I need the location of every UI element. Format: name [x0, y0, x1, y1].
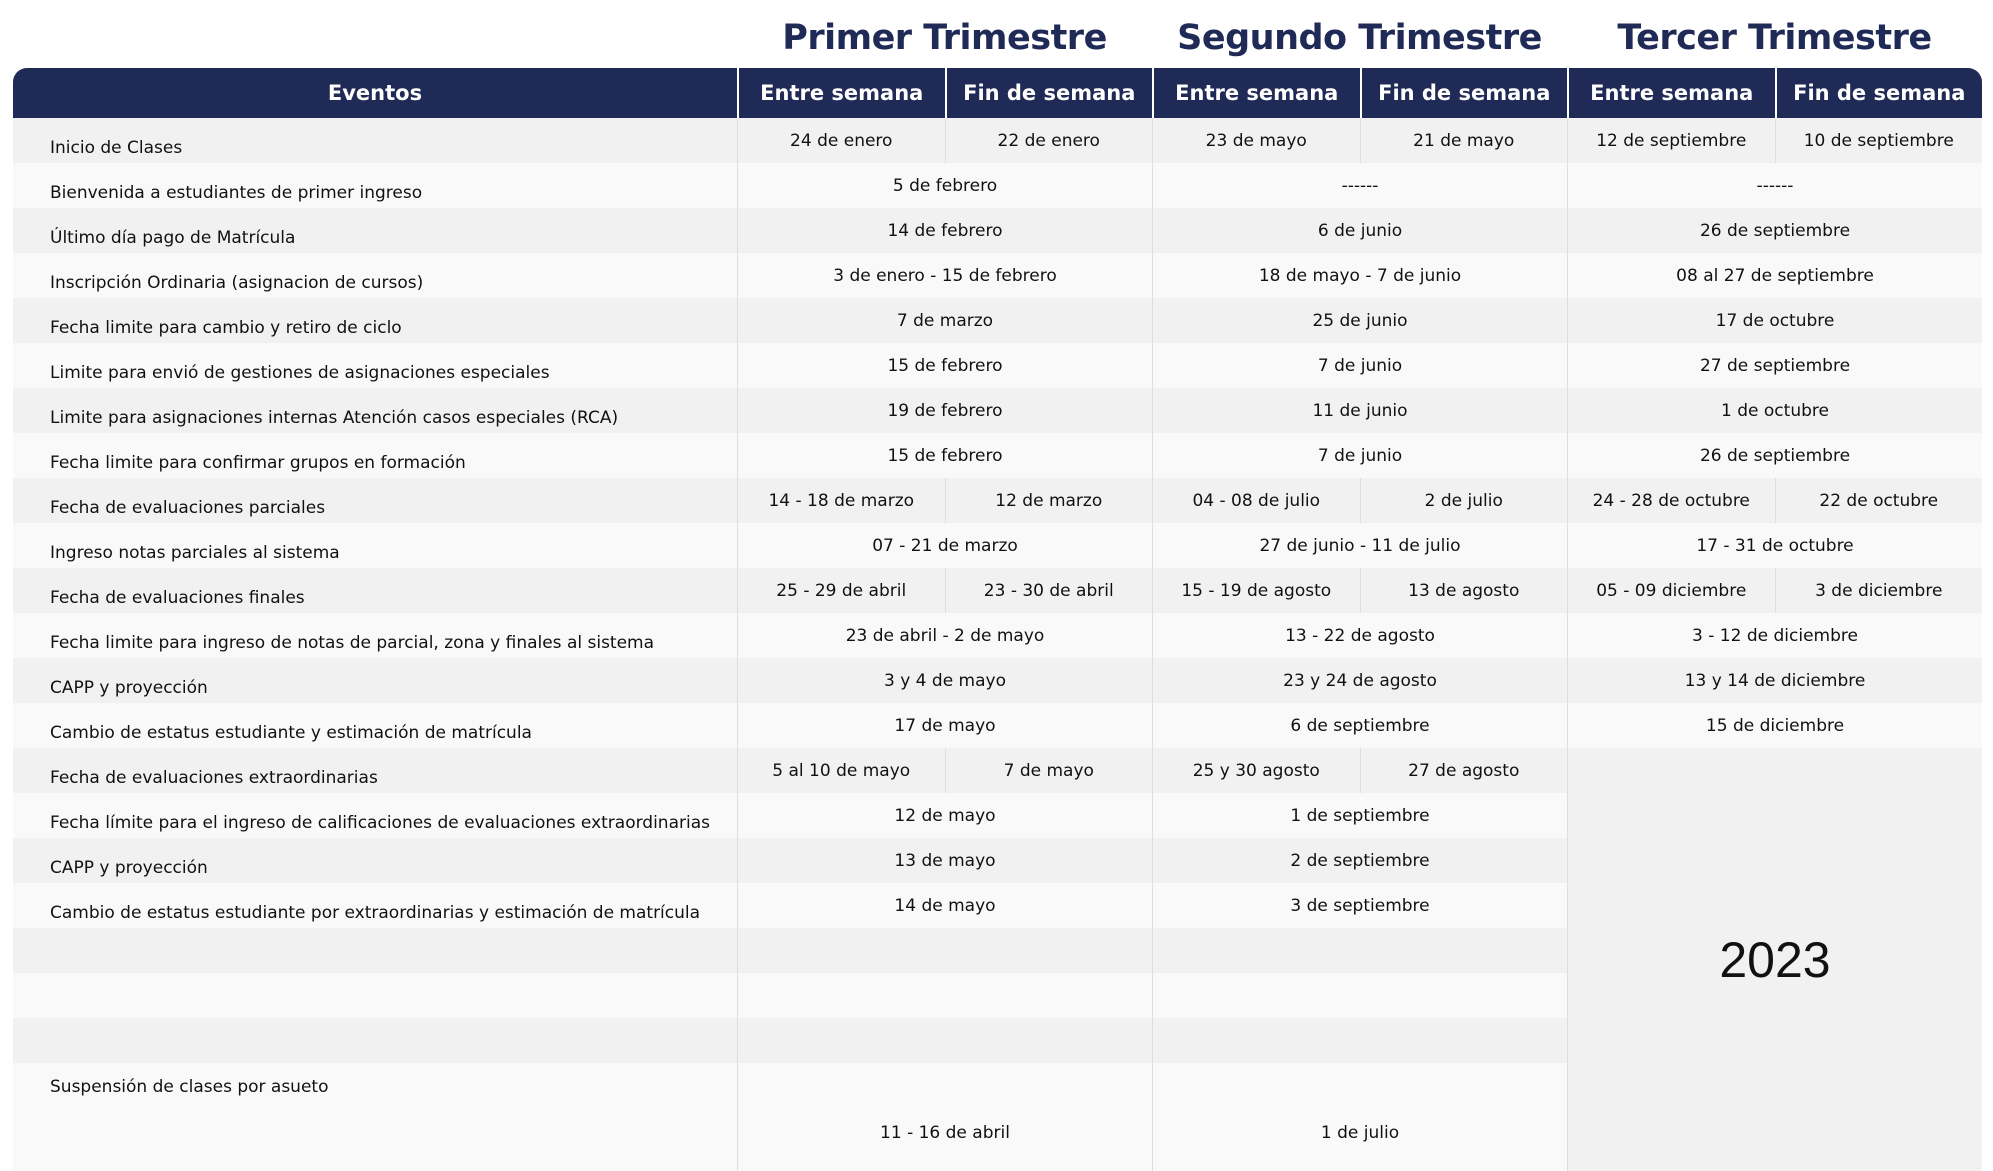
event-label: Fecha de evaluaciones extraordinarias: [13, 748, 737, 793]
header-t2-weekend: Fin de semana: [1360, 68, 1568, 118]
t2-date: 7 de junio: [1152, 343, 1567, 388]
t3-date: 17 de octubre: [1567, 298, 1982, 343]
event-label: Fecha limite para ingreso de notas de parcial, zona y finales al sistema: [13, 613, 737, 658]
t2-date: [1152, 928, 1567, 973]
table-row: [13, 208, 1982, 253]
t1-date: [737, 1018, 1152, 1063]
header-t1-weekday: Entre semana: [737, 68, 945, 118]
year-label: 2023: [1567, 748, 1982, 1171]
table-row: [13, 388, 1982, 433]
t1-weekday-date: 24 de enero: [737, 118, 945, 163]
t2-date: 23 y 24 de agosto: [1152, 658, 1567, 703]
t1-weekend-date: 7 de mayo: [945, 748, 1153, 793]
t2-weekday-date: 25 y 30 agosto: [1152, 748, 1360, 793]
table-row: [13, 703, 1982, 748]
t3-date: 1 de octubre: [1567, 388, 1982, 433]
table-row: [13, 433, 1982, 478]
table-row: [13, 568, 1982, 613]
t1-weekend-date: 12 de marzo: [945, 478, 1153, 523]
t2-weekday-date: 04 - 08 de julio: [1152, 478, 1360, 523]
t2-date: 25 de junio: [1152, 298, 1567, 343]
event-label: Último día pago de Matrícula: [13, 208, 737, 253]
t2-date: [1152, 1018, 1567, 1063]
t1-weekday-date: 5 al 10 de mayo: [737, 748, 945, 793]
header-t1-weekend: Fin de semana: [945, 68, 1153, 118]
table-row: [13, 748, 1982, 793]
t1-date: 13 de mayo: [737, 838, 1152, 883]
event-label: Fecha de evaluaciones finales: [13, 568, 737, 613]
t2-date: ------: [1152, 163, 1567, 208]
t3-weekend-date: 3 de diciembre: [1775, 568, 1983, 613]
t1-date: 19 de febrero: [737, 388, 1152, 433]
header-events: Eventos: [13, 68, 737, 118]
event-label: Cambio de estatus estudiante por extraordinarias y estimación de matrícula: [13, 883, 737, 928]
event-label: CAPP y proyección: [13, 838, 737, 883]
t2-weekend-date: 21 de mayo: [1360, 118, 1568, 163]
t1-date: 5 de febrero: [737, 163, 1152, 208]
t3-date: ------: [1567, 163, 1982, 208]
t3-weekend-date: 10 de septiembre: [1775, 118, 1983, 163]
event-label: CAPP y proyección: [13, 658, 737, 703]
trimester-title-1: Primer Trimestre: [782, 18, 1107, 58]
t1-date: [737, 928, 1152, 973]
event-label: Ingreso notas parciales al sistema: [13, 523, 737, 568]
event-label: Limite para envió de gestiones de asignaciones especiales: [13, 343, 737, 388]
t1-date: 17 de mayo: [737, 703, 1152, 748]
t1-date: 3 de enero - 15 de febrero: [737, 253, 1152, 298]
table-row: [13, 523, 1982, 568]
event-label: Fecha de evaluaciones parciales: [13, 478, 737, 523]
trimester-title-2: Segundo Trimestre: [1177, 18, 1542, 58]
t2-date: 6 de septiembre: [1152, 703, 1567, 748]
t3-weekend-date: 22 de octubre: [1775, 478, 1983, 523]
t2-weekday-date: 15 - 19 de agosto: [1152, 568, 1360, 613]
t2-date: 6 de junio: [1152, 208, 1567, 253]
t1-date: 11 - 16 de abril: [737, 1063, 1152, 1171]
t1-date: 14 de febrero: [737, 208, 1152, 253]
table-row: [13, 163, 1982, 208]
t3-weekday-date: 12 de septiembre: [1567, 118, 1775, 163]
event-label: Limite para asignaciones internas Atención casos especiales (RCA): [13, 388, 737, 433]
t2-date: 7 de junio: [1152, 433, 1567, 478]
event-label: Fecha limite para confirmar grupos en formación: [13, 433, 737, 478]
t1-date: 12 de mayo: [737, 793, 1152, 838]
t1-date: 07 - 21 de marzo: [737, 523, 1152, 568]
event-label: Suspensión de clases por asueto: [13, 1063, 737, 1171]
t2-date: [1152, 973, 1567, 1018]
table-row: [13, 478, 1982, 523]
t1-weekday-date: 25 - 29 de abril: [737, 568, 945, 613]
t3-weekday-date: 24 - 28 de octubre: [1567, 478, 1775, 523]
t3-date: 3 - 12 de diciembre: [1567, 613, 1982, 658]
event-label: [13, 1018, 737, 1063]
t3-date: 26 de septiembre: [1567, 433, 1982, 478]
t1-date: [737, 973, 1152, 1018]
event-label: Inicio de Clases: [13, 118, 737, 163]
t2-weekend-date: 27 de agosto: [1360, 748, 1568, 793]
event-label: Inscripción Ordinaria (asignacion de cursos): [13, 253, 737, 298]
table-row: [13, 118, 1982, 163]
t1-date: 23 de abril - 2 de mayo: [737, 613, 1152, 658]
header-row: [13, 68, 1982, 118]
t1-date: 15 de febrero: [737, 433, 1152, 478]
t2-weekend-date: 13 de agosto: [1360, 568, 1568, 613]
academic-calendar-table: [13, 68, 1982, 1171]
t3-date: 26 de septiembre: [1567, 208, 1982, 253]
t2-date: 11 de junio: [1152, 388, 1567, 433]
table-row: [13, 343, 1982, 388]
event-label: Bienvenida a estudiantes de primer ingreso: [13, 163, 737, 208]
table-row: [13, 658, 1982, 703]
t3-date: 27 de septiembre: [1567, 343, 1982, 388]
t3-weekday-date: 05 - 09 diciembre: [1567, 568, 1775, 613]
event-label: [13, 973, 737, 1018]
t2-weekday-date: 23 de mayo: [1152, 118, 1360, 163]
t1-date: 7 de marzo: [737, 298, 1152, 343]
table-row: [13, 613, 1982, 658]
t2-date: 13 - 22 de agosto: [1152, 613, 1567, 658]
t1-weekday-date: 14 - 18 de marzo: [737, 478, 945, 523]
t2-date: 2 de septiembre: [1152, 838, 1567, 883]
event-label: [13, 928, 737, 973]
t2-date: 27 de junio - 11 de julio: [1152, 523, 1567, 568]
t2-date: 18 de mayo - 7 de junio: [1152, 253, 1567, 298]
t2-date: 3 de septiembre: [1152, 883, 1567, 928]
header-t2-weekday: Entre semana: [1152, 68, 1360, 118]
header-t3-weekend: Fin de semana: [1775, 68, 1983, 118]
t1-weekend-date: 22 de enero: [945, 118, 1153, 163]
t2-date: 1 de julio: [1152, 1063, 1567, 1171]
t3-date: 13 y 14 de diciembre: [1567, 658, 1982, 703]
t1-weekend-date: 23 - 30 de abril: [945, 568, 1153, 613]
t1-date: 15 de febrero: [737, 343, 1152, 388]
t3-date: 17 - 31 de octubre: [1567, 523, 1982, 568]
trimester-title-3: Tercer Trimestre: [1617, 18, 1932, 58]
t1-date: 14 de mayo: [737, 883, 1152, 928]
t2-weekend-date: 2 de julio: [1360, 478, 1568, 523]
event-label: Fecha limite para cambio y retiro de ciclo: [13, 298, 737, 343]
t2-date: 1 de septiembre: [1152, 793, 1567, 838]
t3-date: 15 de diciembre: [1567, 703, 1982, 748]
t1-date: 3 y 4 de mayo: [737, 658, 1152, 703]
table-row: [13, 253, 1982, 298]
t3-date: 08 al 27 de septiembre: [1567, 253, 1982, 298]
header-t3-weekday: Entre semana: [1567, 68, 1775, 118]
event-label: Fecha límite para el ingreso de calificaciones de evaluaciones extraordinarias: [13, 793, 737, 838]
event-label: Cambio de estatus estudiante y estimación de matrícula: [13, 703, 737, 748]
table-row: [13, 298, 1982, 343]
